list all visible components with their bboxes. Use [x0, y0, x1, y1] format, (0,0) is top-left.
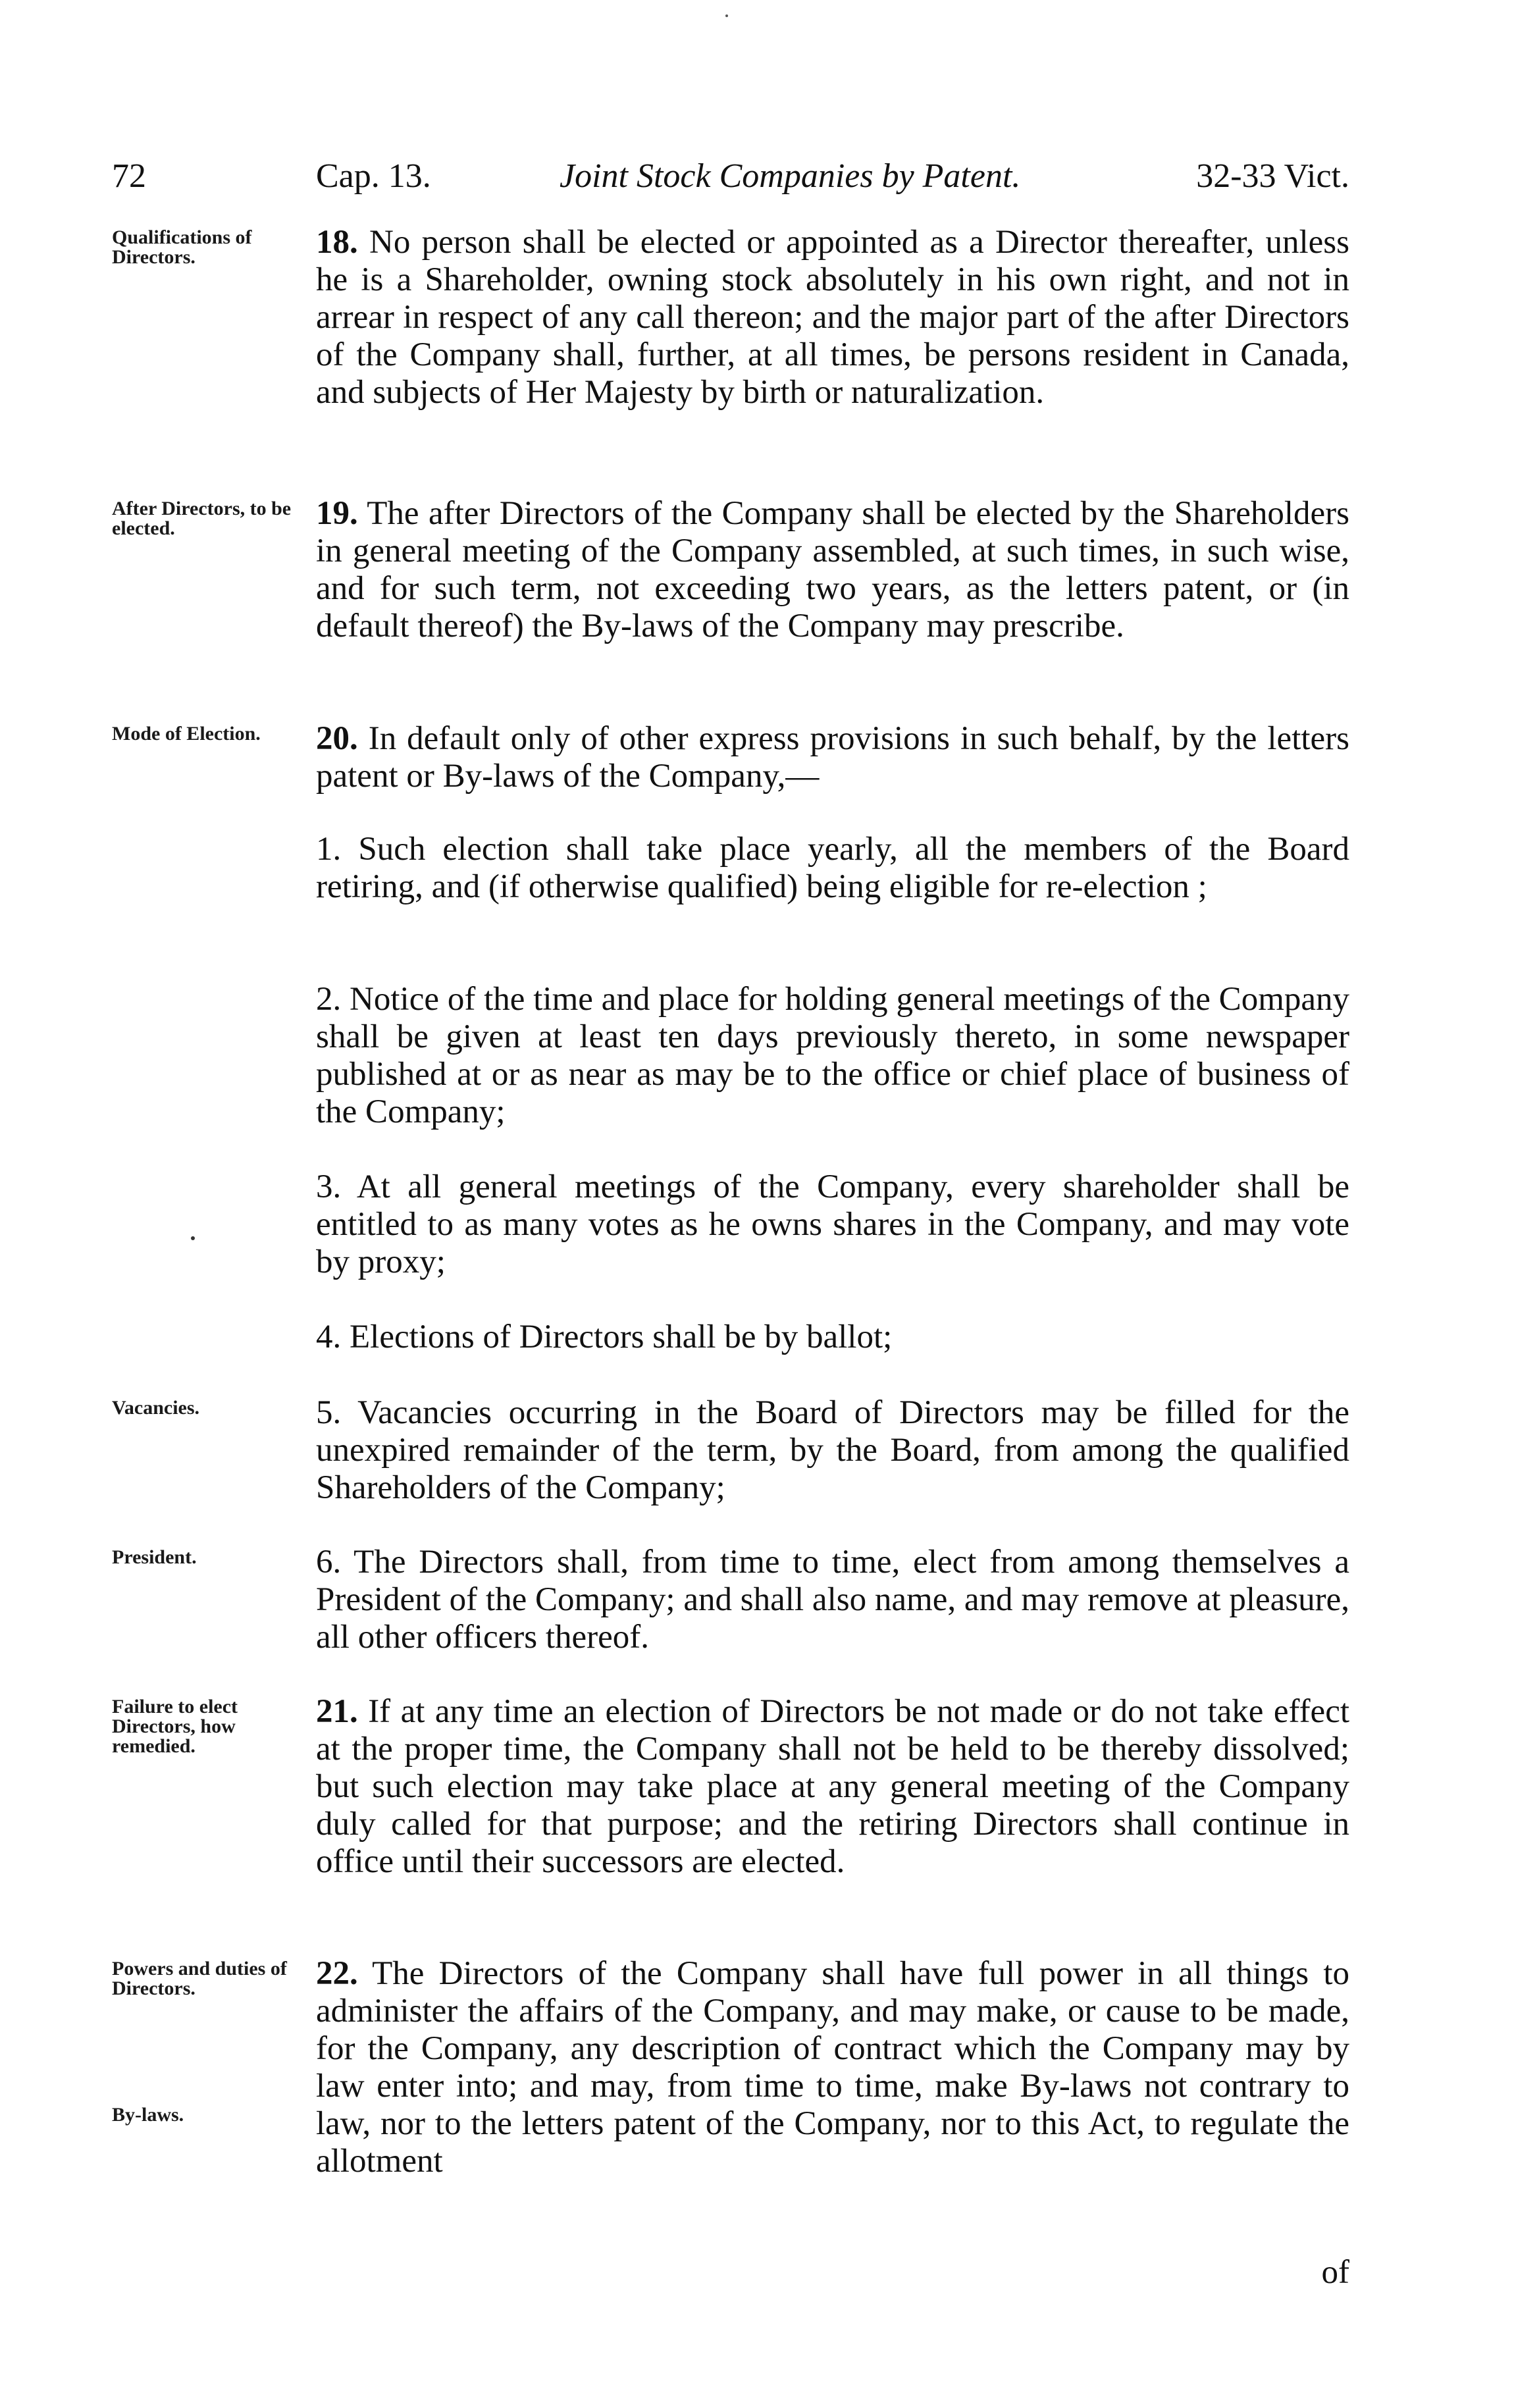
- print-speck: [191, 1236, 195, 1240]
- clause-text: 3. At all general meetings of the Company, every shareholder shall be entitled to as many votes as he owns shares in the Company, and may vote by proxy;: [316, 1168, 1349, 1280]
- section-number: 21.: [316, 1693, 358, 1730]
- section-body: In default only of other express provisions in such behalf, by the letters patent or By-laws of the Company,—: [316, 720, 1350, 795]
- section-text: [316, 1955, 1349, 2180]
- section-text: [316, 1693, 1349, 1881]
- clause-5: [112, 1394, 1349, 1507]
- section-body: The after Directors of the Company shall be elected by the Shareholders in general meeting of the Company assembled, at such times, in such wise, and for such term, not exceeding two years, as the letters patent, or (in default thereof) the By-laws of the Company may prescribe.: [316, 495, 1349, 644]
- page-number: 72: [112, 157, 146, 195]
- section-number: 18.: [316, 224, 358, 261]
- margin-note: Qualifications of Directors.: [112, 226, 252, 268]
- section-text: [316, 224, 1349, 411]
- margin-note: After Directors, to be elected.: [112, 498, 292, 539]
- clause-6: [112, 1544, 1349, 1656]
- section-text: [316, 720, 1349, 795]
- catchword: of: [1321, 2254, 1349, 2291]
- section-body: No person shall be elected or appointed as a Director thereafter, unless he is a Shareholder, owning stock absolutely in his own right, and not in arrear in respect of any call thereon; and the major part of the after Directors of the Company shall, further, at all times, be persons resident in Canada, and subjects of Her Majesty by birth or naturalization.: [316, 224, 1349, 411]
- chapter-label: Cap. 13.: [316, 157, 431, 195]
- section-20: [112, 720, 1349, 795]
- clause-text: 1. Such election shall take place yearly, all the members of the Board retiring, and (if otherwise qualified) being eligible for re-election ;: [316, 831, 1349, 905]
- clause-4: [112, 1319, 1349, 1356]
- margin-note-by-laws: By-laws.: [112, 2104, 184, 2126]
- section-number: 22.: [316, 1955, 358, 1992]
- running-title: Joint Stock Companies by Patent.: [560, 157, 1021, 195]
- section-number: 19.: [316, 495, 358, 532]
- print-speck: [725, 14, 728, 17]
- margin-note: Powers and duties of Directors.: [112, 1958, 287, 1999]
- regnal-year: 32-33 Vict.: [1196, 157, 1349, 195]
- clause-text: 5. Vacancies occurring in the Board of Directors may be filled for the unexpired remainder of the term, by the Board, from among the qualified Shareholders of the Company;: [316, 1394, 1349, 1506]
- clause-text: 4. Elections of Directors shall be by ballot;: [316, 1319, 893, 1355]
- section-number: 20.: [316, 720, 358, 757]
- section-body: If at any time an election of Directors be not made or do not take effect at the proper time, the Company shall not be held to be thereby dissolved; but such election may take place at any general meeting of the Company duly called for that purpose; and the retiring Directors shall continue in office until their successors are elected.: [316, 1693, 1350, 1880]
- running-header: [112, 157, 1349, 203]
- clause-text: 2. Notice of the time and place for holding general meetings of the Company shall be given at least ten days previously thereto, in some newspaper published at or as near as may be to the office or chief place of business of the Company;: [316, 981, 1349, 1130]
- section-19: [112, 495, 1349, 645]
- margin-note: Mode of Election.: [112, 723, 261, 745]
- section-21: [112, 1693, 1349, 1881]
- margin-note: Failure to elect Directors, how remedied.: [112, 1696, 238, 1757]
- section-text: [316, 495, 1349, 645]
- clause-1: [112, 831, 1349, 906]
- margin-note: Vacancies.: [112, 1397, 200, 1419]
- clause-2: [112, 981, 1349, 1131]
- section-22: [112, 1955, 1349, 2180]
- clause-text: 6. The Directors shall, from time to time, elect from among themselves a President of the Company; and shall also name, and may remove at pleasure, all other officers thereof.: [316, 1544, 1349, 1656]
- clause-3: [112, 1168, 1349, 1281]
- section-body: The Directors of the Company shall have full power in all things to administer the affairs of the Company, and may make, or cause to be made, for the Company, any description of contract which the Company may by law enter into; and may, from time to time, make By-laws not contrary to law, nor to the letters patent of the Company, nor to this Act, to regulate the allotment: [316, 1955, 1349, 2180]
- margin-note: President.: [112, 1546, 197, 1568]
- section-18: [112, 224, 1349, 411]
